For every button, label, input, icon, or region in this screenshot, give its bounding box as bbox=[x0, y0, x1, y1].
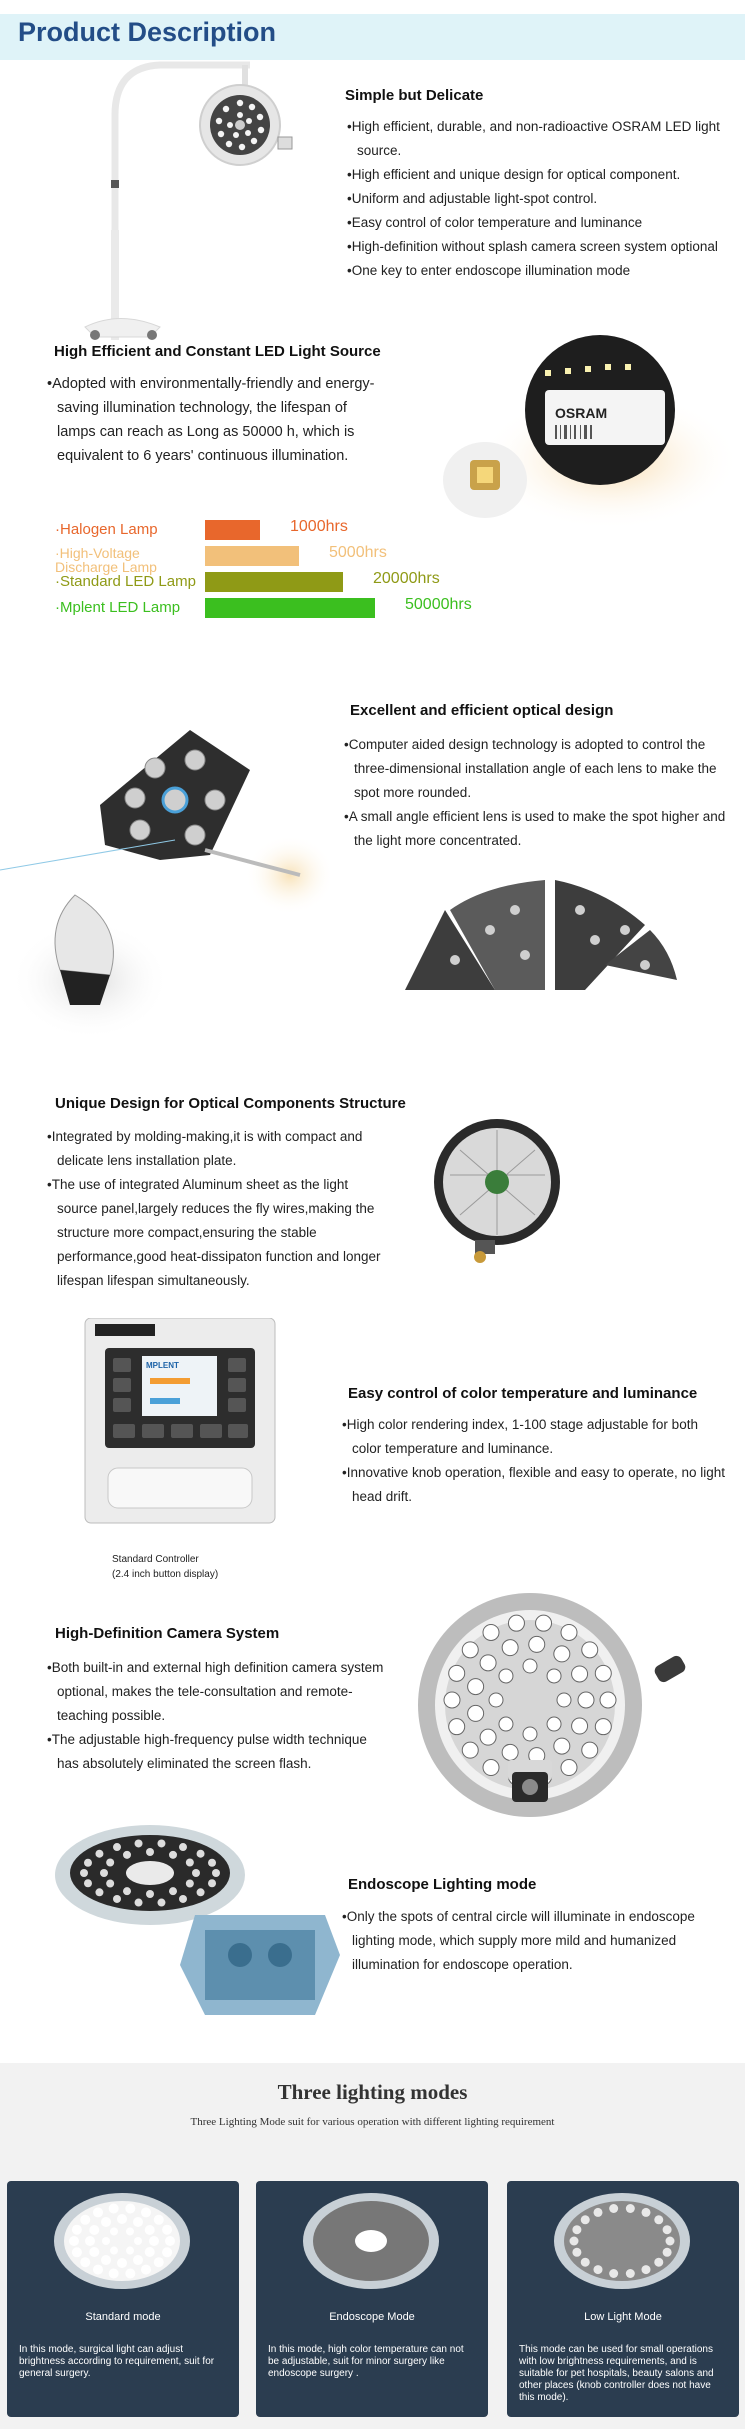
list-item: • Integrated by molding-making,it is with compact and delicate lens installation plate. bbox=[45, 1125, 390, 1173]
mode-card-description: This mode can be used for small operations with low brightness requirements, and is suitable for pet hospitals, beauty salons and other places (knob controller does not have this mode). bbox=[519, 2344, 714, 2403]
led-dot bbox=[109, 2268, 119, 2278]
led-dot bbox=[582, 1642, 598, 1658]
mode-card-description: In this mode, high color temperature can not be adjustable, suit for minor surgery like endoscope surgery . bbox=[268, 2344, 464, 2379]
led-dot bbox=[113, 1895, 121, 1903]
bar bbox=[205, 546, 299, 566]
led-dot bbox=[480, 1729, 496, 1745]
bar-value-label: 5000hrs bbox=[329, 544, 387, 561]
list-item: • High efficient and unique design for optical component. bbox=[345, 163, 735, 187]
led-dot bbox=[582, 1742, 598, 1758]
section-heading-led-source: High Efficient and Constant LED Light Source bbox=[54, 343, 381, 360]
led-dot bbox=[483, 1760, 499, 1776]
led-dot bbox=[523, 1659, 537, 1673]
led-dot bbox=[125, 2204, 135, 2214]
bar-label: ·Halogen Lamp bbox=[55, 521, 158, 538]
led-dot bbox=[117, 2214, 127, 2224]
led-dot bbox=[594, 2208, 603, 2217]
section-heading-endoscope: Endoscope Lighting mode bbox=[348, 1876, 537, 1893]
lighting-modes-title: Three lighting modes bbox=[277, 2080, 468, 2104]
page-header bbox=[0, 14, 745, 60]
led-dot bbox=[113, 1843, 121, 1851]
list-item: • Uniform and adjustable light-spot control. bbox=[345, 187, 735, 211]
led-dot bbox=[594, 2265, 603, 2274]
led-dot bbox=[572, 2248, 581, 2257]
standard-controller-image bbox=[80, 1318, 280, 1528]
led-dot bbox=[554, 1646, 570, 1662]
led-dot bbox=[125, 2268, 135, 2278]
feature-list-camera bbox=[45, 1656, 390, 1776]
led-dot bbox=[123, 1887, 131, 1895]
led-dot bbox=[84, 1879, 92, 1887]
led-dot bbox=[626, 2204, 635, 2213]
led-dot bbox=[642, 2265, 651, 2274]
led-dot bbox=[157, 1839, 165, 1847]
mode-card-description: In this mode, surgical light can adjust brightness according to requirement, suit for general surgery. bbox=[19, 2344, 215, 2379]
led-dot bbox=[106, 1859, 114, 1867]
led-dot bbox=[578, 1692, 594, 1708]
led-dot bbox=[654, 2215, 663, 2224]
feature-list-simple bbox=[345, 115, 735, 283]
led-dot bbox=[523, 1727, 537, 1741]
led-dot bbox=[529, 1636, 545, 1652]
mode-card-low-light bbox=[507, 2181, 739, 2417]
standard-mode-light-image bbox=[47, 2189, 197, 2299]
led-dot bbox=[101, 2217, 111, 2227]
mode-card-endoscope bbox=[256, 2181, 488, 2417]
led-dot bbox=[162, 2225, 172, 2235]
feature-list-endoscope bbox=[340, 1905, 730, 1977]
list-item: • The use of integrated Aluminum sheet as the light source panel,largely reduces the fly wires,making the structure more compact,ensuring the stable performance,good heat-dissipaton function and longer lifespan lifespan simultaneously. bbox=[45, 1173, 390, 1293]
led-dot bbox=[192, 1869, 200, 1877]
list-item: • High efficient, durable, and non-radioactive OSRAM LED light source. bbox=[345, 115, 735, 163]
osram-label: OSRAM bbox=[555, 405, 608, 421]
list-item: • The adjustable high-frequency pulse width technique has absolutely eliminated the screen flash. bbox=[45, 1728, 390, 1776]
led-dot bbox=[145, 2225, 155, 2235]
mobile-surgical-light-image bbox=[80, 55, 320, 345]
led-dot bbox=[110, 2247, 118, 2255]
led-dot bbox=[468, 1705, 484, 1721]
mode-card-title: Low Light Mode bbox=[584, 2311, 662, 2323]
led-dot bbox=[626, 2269, 635, 2278]
led-dot bbox=[212, 1869, 220, 1877]
led-dot bbox=[146, 1848, 154, 1856]
bar-label: ·Mplent LED Lamp bbox=[55, 599, 181, 616]
bar-label: ·Standard LED Lamp bbox=[55, 573, 196, 590]
controller-caption-sub: (2.4 inch button display) bbox=[112, 1569, 219, 1580]
low-light-mode-light-image bbox=[547, 2189, 697, 2299]
led-dot bbox=[609, 2269, 618, 2278]
led-dot bbox=[95, 1888, 103, 1896]
led-dot bbox=[145, 2247, 155, 2257]
led-dot bbox=[141, 2265, 151, 2275]
led-dot bbox=[157, 1899, 165, 1907]
led-dot bbox=[483, 1624, 499, 1640]
lens-plates-image bbox=[395, 870, 695, 1005]
led-dot bbox=[449, 1719, 465, 1735]
led-dot bbox=[186, 1880, 194, 1888]
led-dot bbox=[85, 2236, 95, 2246]
bar-label: ·High-Voltage Discharge Lamp bbox=[55, 545, 157, 575]
controller-brand-label: MPLENT bbox=[146, 1361, 179, 1370]
led-dot bbox=[149, 2236, 159, 2246]
led-dot bbox=[554, 1738, 570, 1754]
light-head-lens-image bbox=[0, 720, 330, 1040]
list-item: • Both built-in and external high definition camera system optional, makes the tele-consultation and remote-teaching possible. bbox=[45, 1656, 390, 1728]
led-dot bbox=[547, 1669, 561, 1683]
led-dot bbox=[95, 1850, 103, 1858]
led-dot bbox=[100, 1869, 108, 1877]
led-dot bbox=[72, 2225, 82, 2235]
bar-value-label: 1000hrs bbox=[290, 518, 348, 535]
mode-card-title: Standard mode bbox=[85, 2311, 161, 2323]
camera-light-head-image bbox=[400, 1590, 695, 1820]
led-dot bbox=[154, 2257, 164, 2267]
list-item: • Adopted with environmentally-friendly and energy-saving illumination technology, the lifespan of lamps can reach as Long as 50000 h, which is equivalent to 6 years' continuous illumination. bbox=[45, 372, 385, 468]
led-dot bbox=[581, 2215, 590, 2224]
led-dot bbox=[654, 2258, 663, 2267]
led-dot bbox=[106, 1880, 114, 1888]
mode-card-standard bbox=[7, 2181, 239, 2417]
lighting-modes-subtitle: Three Lighting Mode suit for various operation with different lighting requirement bbox=[190, 2116, 555, 2128]
led-dot bbox=[102, 2237, 110, 2245]
led-dot bbox=[84, 1859, 92, 1867]
led-dot bbox=[536, 1615, 552, 1631]
led-dot bbox=[557, 1693, 571, 1707]
led-dot bbox=[595, 1719, 611, 1735]
list-item: • Easy control of color temperature and luminance bbox=[345, 211, 735, 235]
bar-value-label: 20000hrs bbox=[373, 570, 440, 587]
led-dot bbox=[93, 2207, 103, 2217]
led-dot bbox=[179, 1895, 187, 1903]
osram-led-chip-image bbox=[440, 330, 740, 530]
led-dot bbox=[462, 1742, 478, 1758]
led-dot bbox=[146, 1890, 154, 1898]
led-dot bbox=[80, 1869, 88, 1877]
led-dot bbox=[135, 1899, 143, 1907]
led-dot bbox=[666, 2237, 675, 2246]
led-dot bbox=[141, 2207, 151, 2217]
section-heading-camera: High-Definition Camera System bbox=[55, 1625, 280, 1642]
endoscope-mode-light-image bbox=[296, 2189, 446, 2299]
led-dot bbox=[502, 1640, 518, 1656]
led-dot bbox=[89, 2225, 99, 2235]
led-dot bbox=[480, 1655, 496, 1671]
led-dot bbox=[609, 2204, 618, 2213]
led-dot bbox=[462, 1642, 478, 1658]
list-item: • A small angle efficient lens is used to make the spot higher and the light more concentrated. bbox=[342, 805, 732, 853]
list-item: • Innovative knob operation, flexible and easy to operate, no light head drift. bbox=[340, 1461, 730, 1509]
led-dot bbox=[69, 2236, 79, 2246]
led-dot bbox=[663, 2248, 672, 2257]
led-dot bbox=[80, 2257, 90, 2267]
led-dot bbox=[154, 2215, 164, 2225]
page-title: Product Description bbox=[18, 17, 277, 47]
led-dot bbox=[197, 1850, 205, 1858]
list-item: • One key to enter endoscope illumination mode bbox=[345, 259, 735, 283]
feature-list-optical bbox=[342, 733, 732, 853]
led-dot bbox=[208, 1859, 216, 1867]
mode-card-title: Endoscope Mode bbox=[329, 2311, 415, 2323]
led-dot bbox=[162, 2247, 172, 2257]
led-dot bbox=[133, 2255, 143, 2265]
led-dot bbox=[499, 1669, 513, 1683]
led-dot bbox=[449, 1665, 465, 1681]
led-dot bbox=[186, 1859, 194, 1867]
list-item: • High-definition without splash camera screen system optional bbox=[345, 235, 735, 259]
feature-list-structure bbox=[45, 1125, 390, 1293]
led-dot bbox=[208, 1879, 216, 1887]
led-dot bbox=[502, 1744, 518, 1760]
led-dot bbox=[169, 1887, 177, 1895]
led-dot bbox=[72, 2247, 82, 2257]
led-dot bbox=[572, 1666, 588, 1682]
led-dot bbox=[126, 2247, 134, 2255]
led-dot bbox=[80, 2215, 90, 2225]
light-panel-image bbox=[430, 1115, 565, 1265]
section-heading-optical: Excellent and efficient optical design bbox=[350, 702, 614, 719]
led-dot bbox=[123, 1851, 131, 1859]
led-dot bbox=[110, 2227, 118, 2235]
led-dot bbox=[468, 1679, 484, 1695]
led-dot bbox=[117, 2258, 127, 2268]
led-dot bbox=[572, 2225, 581, 2234]
bar bbox=[205, 520, 260, 540]
led-dot bbox=[197, 1888, 205, 1896]
led-dot bbox=[101, 2255, 111, 2265]
led-dot bbox=[109, 2204, 119, 2214]
led-dot bbox=[595, 1665, 611, 1681]
led-dot bbox=[570, 2237, 579, 2246]
led-dot bbox=[581, 2258, 590, 2267]
led-dot bbox=[133, 2217, 143, 2227]
led-dot bbox=[489, 1693, 503, 1707]
led-dot bbox=[499, 1717, 513, 1731]
led-dot bbox=[444, 1692, 460, 1708]
led-dot bbox=[600, 1692, 616, 1708]
bar bbox=[205, 598, 375, 618]
led-dot bbox=[561, 1760, 577, 1776]
feature-list-control bbox=[340, 1413, 730, 1509]
led-dot bbox=[561, 1624, 577, 1640]
endoscope-light-image bbox=[55, 1815, 345, 2015]
led-dot bbox=[663, 2225, 672, 2234]
led-dot bbox=[126, 2227, 134, 2235]
bar bbox=[205, 572, 343, 592]
led-dot bbox=[165, 2236, 175, 2246]
section-heading-simple: Simple but Delicate bbox=[345, 87, 484, 104]
list-item: • Only the spots of central circle will illuminate in endoscope lighting mode, which supply more mild and humanized illumination for endoscope operation. bbox=[340, 1905, 730, 1977]
list-item: • High color rendering index, 1-100 stage adjustable for both color temperature and luminance. bbox=[340, 1413, 730, 1461]
bar-value-label: 50000hrs bbox=[405, 596, 472, 613]
led-dot bbox=[572, 1718, 588, 1734]
led-source-text bbox=[45, 372, 385, 468]
led-dot bbox=[135, 1839, 143, 1847]
led-dot bbox=[508, 1615, 524, 1631]
led-dot bbox=[547, 1717, 561, 1731]
led-dot bbox=[89, 2247, 99, 2257]
led-dot bbox=[93, 2265, 103, 2275]
led-dot bbox=[169, 1851, 177, 1859]
led-dot bbox=[134, 2237, 142, 2245]
list-item: • Computer aided design technology is adopted to control the three-dimensional installation angle of each lens to make the spot more rounded. bbox=[342, 733, 732, 805]
section-heading-control: Easy control of color temperature and luminance bbox=[348, 1385, 698, 1402]
controller-caption: Standard Controller bbox=[112, 1554, 199, 1565]
led-dot bbox=[179, 1843, 187, 1851]
section-heading-structure: Unique Design for Optical Components Structure bbox=[55, 1095, 406, 1112]
led-dot bbox=[642, 2208, 651, 2217]
